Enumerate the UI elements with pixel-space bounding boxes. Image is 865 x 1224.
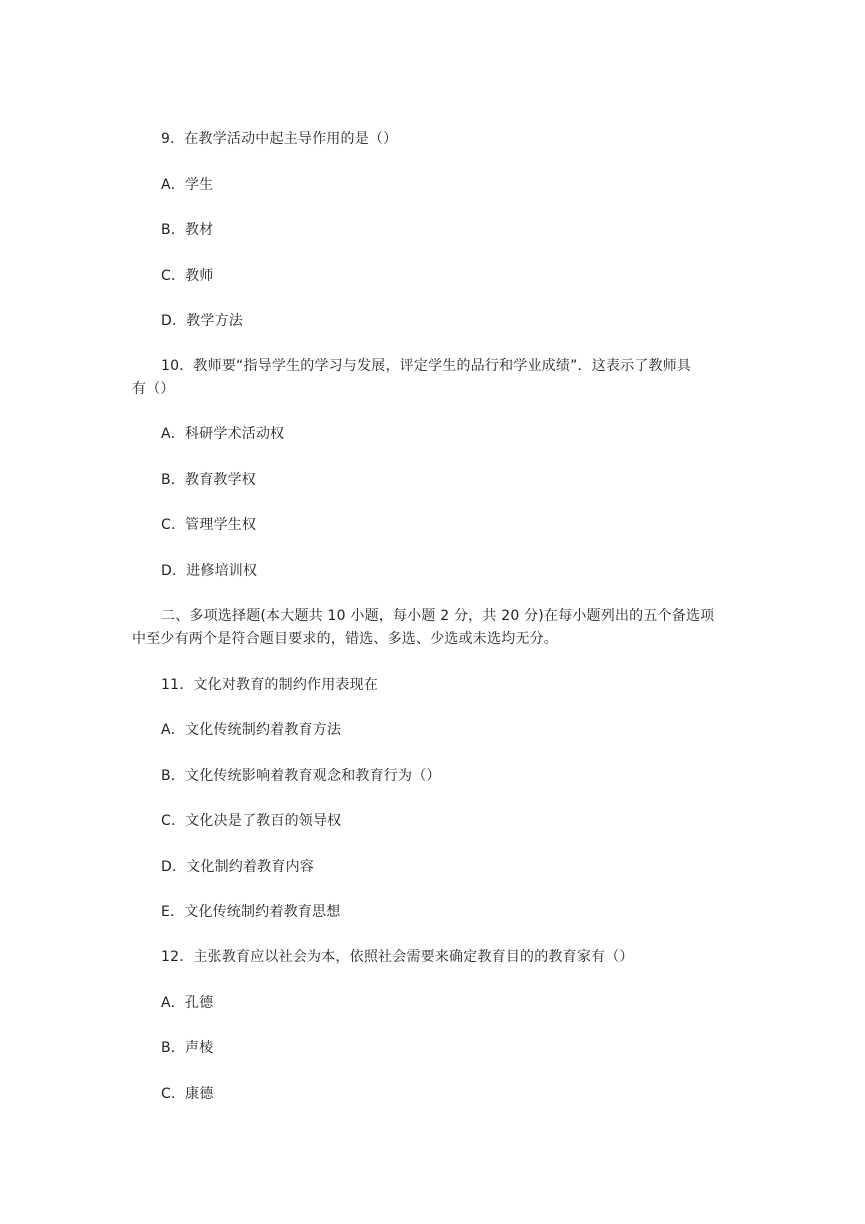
question-9-stem: 9．在教学活动中起主导作用的是（） xyxy=(161,131,398,147)
question-11-option-d: D．文化制约着教育内容 xyxy=(161,859,314,875)
question-9-option-d: D．教学方法 xyxy=(161,313,243,329)
question-9-option-c: C．教师 xyxy=(161,268,214,284)
question-12-stem: 12．主张教育应以社会为本，依照社会需要来确定教育目的的教育家有（） xyxy=(161,949,634,965)
question-9-option-a: A．学生 xyxy=(161,177,214,193)
question-11-option-c: C．文化决是了教百的领导权 xyxy=(161,813,342,829)
question-11-option-e: E．文化传统制约着教育思想 xyxy=(161,904,341,920)
question-10-stem-line2: 有（） xyxy=(132,381,175,397)
section-heading-line1: 二、多项选择题(本大题共 10 小题，每小题 2 分，共 20 分)在每小题列出的五个备选项 xyxy=(161,608,715,624)
question-12-option-a: A．孔德 xyxy=(161,995,214,1011)
question-11-stem: 11．文化对教育的制约作用表现在 xyxy=(161,677,379,693)
question-10-option-c: C．管理学生权 xyxy=(161,517,257,533)
question-9-option-b: B．教材 xyxy=(161,222,214,238)
question-11-option-a: A．文化传统制约着教育方法 xyxy=(161,722,342,738)
section-heading-line2: 中至少有两个是符合题目要求的，错选、多选、少选或未选均无分。 xyxy=(132,631,558,647)
question-10-option-b: B．教育教学权 xyxy=(161,472,257,488)
question-12-option-c: C．康德 xyxy=(161,1086,214,1102)
question-12-option-b: B．声棱 xyxy=(161,1040,214,1056)
question-10-option-d: D．进修培训权 xyxy=(161,563,258,579)
question-10-stem-line1: 10．教师要“指导学生的学习与发展，评定学生的品行和学业成绩”．这表示了教师具 xyxy=(161,358,692,374)
question-10-option-a: A．科研学术活动权 xyxy=(161,426,285,442)
question-11-option-b: B．文化传统影响着教育观念和教育行为（） xyxy=(161,768,441,784)
